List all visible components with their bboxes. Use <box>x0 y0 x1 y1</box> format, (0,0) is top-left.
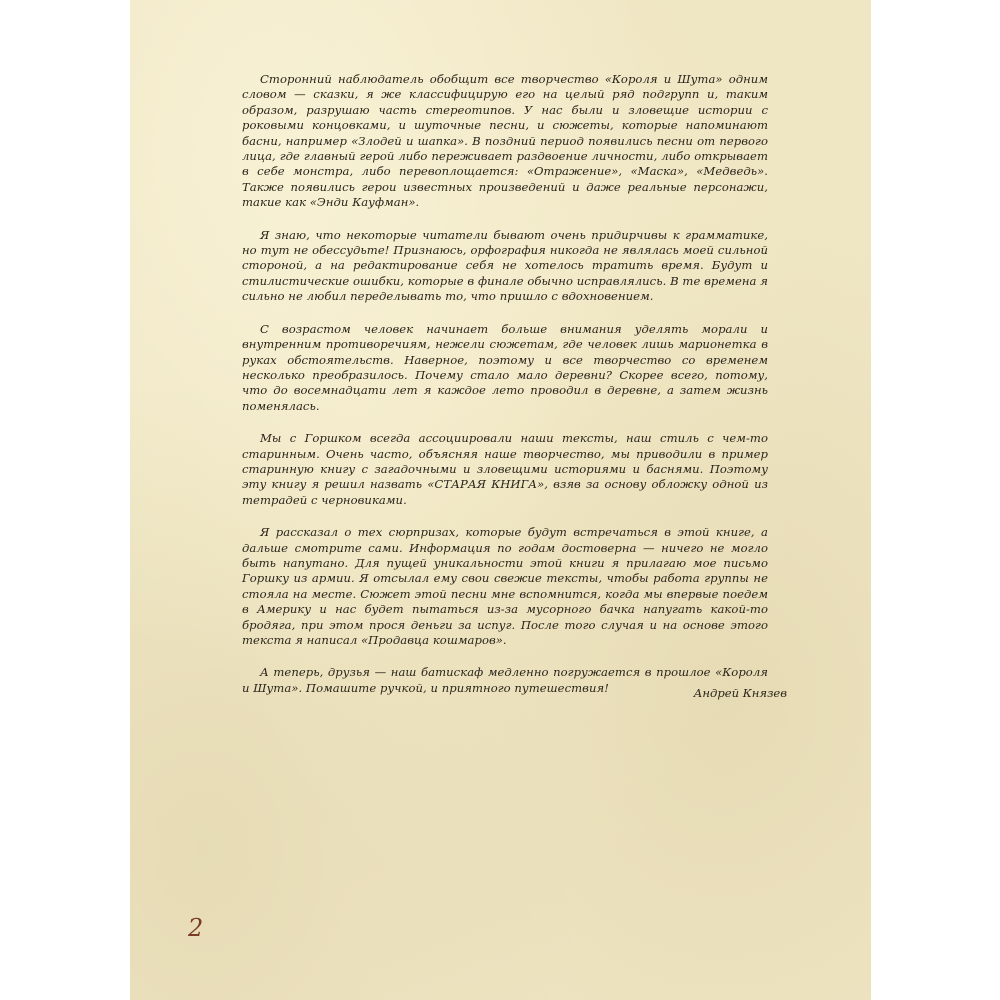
paragraph-3: С возрастом человек начинает больше внимания уделять морали и внутренним противоречиям, нежели сюжетам, где человек лишь марионетка в руках обстоятельств. Наверное, поэтому и все творчество со временем несколько преобразилось. Почему стало мало деревни? Скорее всего, потому, что до восемнадцати лет я каждое лето проводил в деревне, а затем жизнь поменялась. <box>242 321 768 413</box>
book-page <box>130 0 871 1000</box>
paragraph-6: А теперь, друзья — наш батискаф медленно погружается в прошлое «Короля и Шута». Помашите ручкой, и приятного путешествия! <box>242 665 768 695</box>
paragraph-2: Я знаю, что некоторые читатели бывают очень придирчивы к грамматике, но тут не обессудьте! Признаюсь, орфография никогда не являлась моей сильной стороной, а на редактирование себя не хотелось тратить время. Будут и стилистические ошибки, которые в финале обычно исправлялись. В те времена я сильно не любил переделывать то, что пришло с вдохновением. <box>242 227 768 304</box>
paragraph-4: Мы с Горшком всегда ассоциировали наши тексты, наш стиль с чем-то старинным. Очень часто, объясняя наше творчество, мы приводили в пример старинную книгу с загадочными и зловещими историями и баснями. Поэтому эту книгу я решил назвать «СТАРАЯ КНИГА», взяв за основу обложку одной из тетрадей с черновиками. <box>242 431 768 507</box>
paragraph-5: Я рассказал о тех сюрпризах, которые будут встречаться в этой книге, а дальше смотрите сами. Информация по годам достоверна — ничего не могло быть напутано. Для пущей уникальности этой книги я прилагаю мое письмо Горшку из армии. Я отсылал ему свои свежие тексты, чтобы работа группы не стояла на месте. Сюжет этой песни мне вспомнится, когда мы впервые поедем в Америку и нас будет пытаться из-за мусорного бачка напугать какой-то бродяга, при этом прося деньги за испуг. После того случая и на основе этого текста я написал «Продавца кошмаров». <box>242 525 768 647</box>
page-number: 2 <box>188 914 204 942</box>
paragraph-1: Сторонний наблюдатель обобщит все творчество «Короля и Шута» одним словом — сказки, я же классифицирую его на целый ряд подгрупп и, таким образом, разрушаю часть стереотипов. У нас были и зловещие истории с роковыми концовками, и шуточные песни, и сюжеты, которые напоминают басни, например «Злодей и шапка». В поздний период появились песни от первого лица, где главный герой либо переживает раздвоение личности, либо открывает в себе монстра, либо перевоплощается: «Отражение», «Маска», «Медведь». Также появились герои известных произведений и даже реальные персонажи, такие как «Энди Кауфман». <box>242 72 768 210</box>
body-text <box>242 72 768 713</box>
author-signature: Андрей Князев <box>693 686 787 700</box>
